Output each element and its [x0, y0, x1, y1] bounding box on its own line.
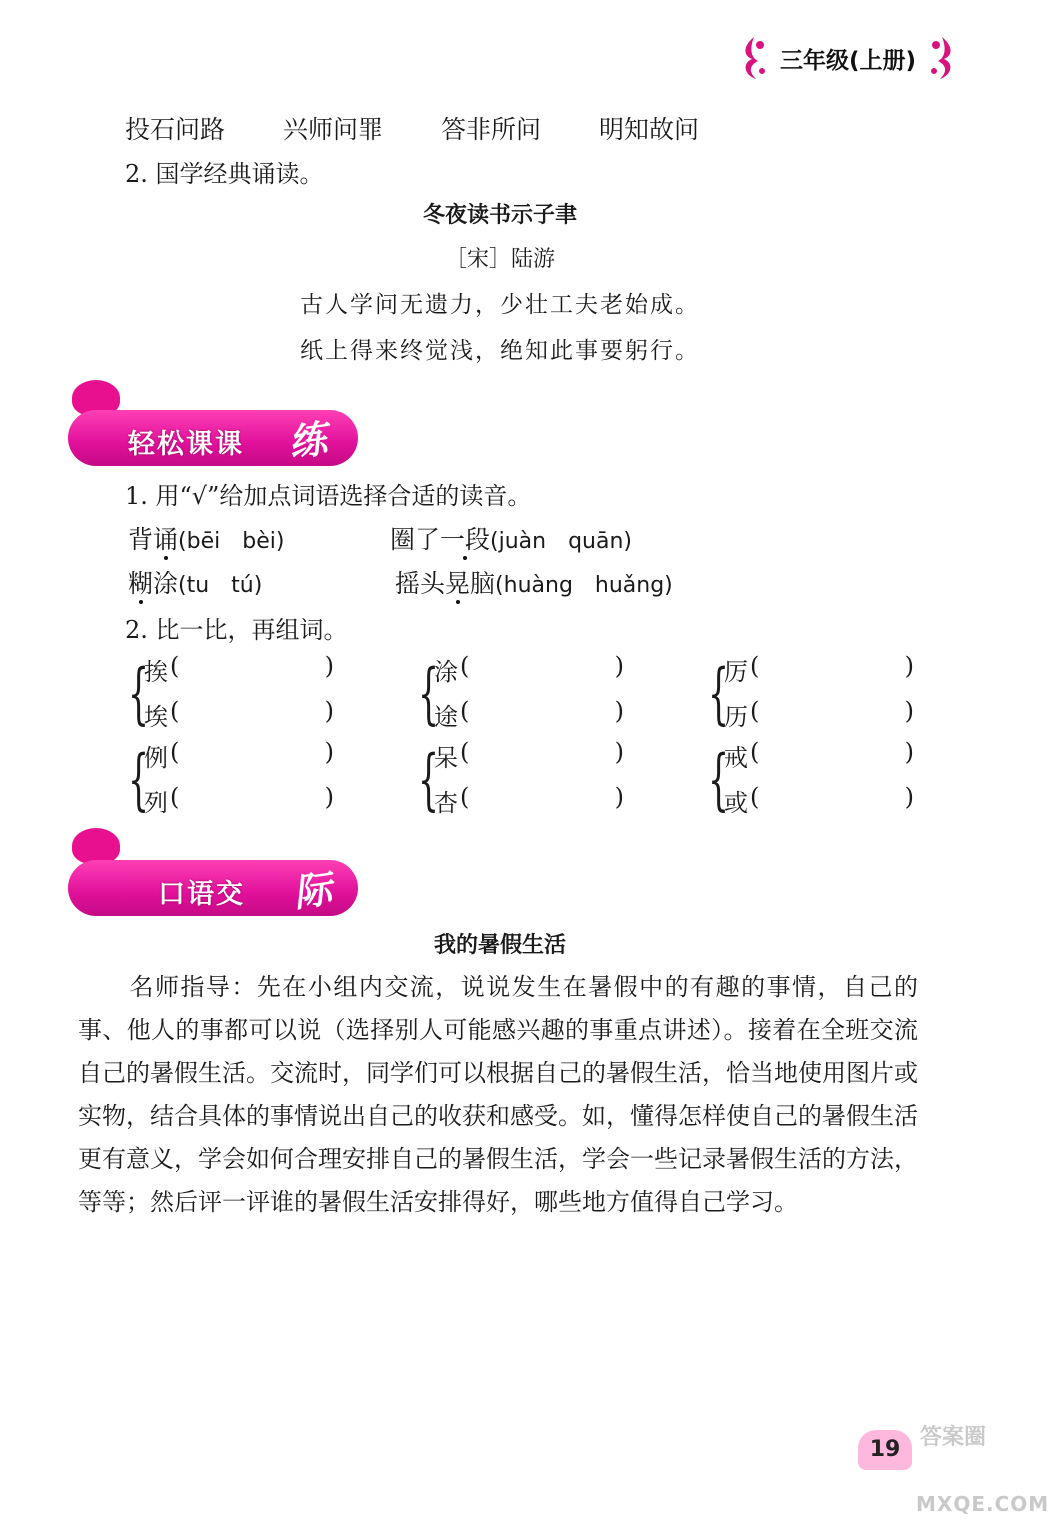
char-pair-row: 涂 ( ) — [434, 652, 624, 686]
q1-item — [128, 566, 262, 604]
page-number: 19 — [858, 1430, 912, 1470]
banner-title: 轻松课课 — [128, 429, 244, 460]
q1-prompt: 1. 用“√”给加点词语选择合适的读音。 — [125, 482, 532, 510]
brace-icon: { — [128, 741, 149, 818]
char-pair-row: 呆 ( ) — [434, 738, 624, 772]
watermark-url: MXQE.COM — [916, 1492, 1049, 1516]
grade-header — [736, 30, 960, 86]
poem-line: 纸上得来终觉浅，绝知此事要躬行。 — [300, 338, 700, 364]
banner-deco-text: 练 — [285, 416, 330, 466]
q1-word: 圈了一 — [390, 525, 466, 554]
q2-prompt: 2. 比一比，再组词。 — [125, 616, 348, 644]
poem-author: ［宋］陆游 — [444, 247, 555, 272]
oral-paragraph — [78, 966, 918, 1224]
char-pair — [708, 738, 918, 828]
section-banner-oral — [68, 828, 368, 918]
brace-icon: { — [418, 741, 439, 818]
q1-item — [390, 522, 632, 560]
brace-icon: { — [418, 655, 439, 732]
q1-item — [395, 566, 673, 604]
q1-dotted-char: 晃 — [445, 569, 471, 598]
char-pair-row: 埃 ( ) — [144, 697, 334, 731]
idiom-list — [125, 110, 699, 146]
q1-dotted-char: 诵 — [153, 525, 179, 554]
brace-icon: { — [128, 655, 149, 732]
char-pair — [708, 652, 918, 742]
char-pair — [418, 738, 628, 828]
q1-pinyin-options: (juàn quān) — [490, 529, 633, 554]
brace-icon: { — [708, 741, 729, 818]
q1-pinyin-options: (tu tú) — [178, 573, 263, 598]
flourish-right-icon — [924, 33, 960, 83]
char-pair-row: 例 ( ) — [144, 738, 334, 772]
q1-word: 脑 — [470, 569, 496, 598]
q1-word: 背 — [128, 525, 154, 554]
char-pair — [418, 652, 628, 742]
char-pair-row: 厉 ( ) — [724, 652, 914, 686]
char-pair-row: 列 ( ) — [144, 783, 334, 817]
watermark-logo: 答案圈 — [920, 1425, 987, 1450]
char-pair-row: 或 ( ) — [724, 783, 914, 817]
idiom-item: 投石问路 — [125, 115, 226, 144]
idiom-item: 明知故问 — [599, 115, 700, 144]
q1-word: 摇头 — [395, 569, 446, 598]
grade-label: 三年级(上册) — [779, 47, 916, 74]
reading-heading: 2. 国学经典诵读。 — [125, 160, 324, 188]
oral-title: 我的暑假生活 — [433, 933, 566, 958]
char-pair — [128, 652, 338, 742]
cartoon-girl-icon — [72, 828, 120, 864]
char-pair-row: 戒 ( ) — [724, 738, 914, 772]
banner-title: 口语交 — [158, 879, 245, 910]
char-pair — [128, 738, 338, 828]
idiom-item: 答非所问 — [441, 115, 542, 144]
q1-item — [128, 522, 284, 560]
q1-pinyin-options: (bēi bèi) — [178, 529, 285, 554]
q1-word: 涂 — [153, 569, 179, 598]
q1-dotted-char: 糊 — [128, 569, 154, 598]
section-banner-practice — [68, 380, 368, 470]
idiom-item: 兴师问罪 — [283, 115, 384, 144]
poem-title: 冬夜读书示子聿 — [422, 203, 577, 228]
char-pair-row: 历 ( ) — [724, 697, 914, 731]
char-pair-row: 挨 ( ) — [144, 652, 334, 686]
poem-line: 古人学问无遗力，少壮工夫老始成。 — [300, 292, 700, 318]
banner-deco-text: 际 — [290, 866, 335, 916]
q1-pinyin-options: (huàng huǎng) — [495, 573, 673, 598]
char-pair-row: 杏 ( ) — [434, 783, 624, 817]
oral-paragraph-text: 名师指导：先在小组内交流，说说发生在暑假中的有趣的事情，自己的事、他人的事都可以说（选择别人可能感兴趣的事重点讲述）。接着在全班交流自己的暑假生活。交流时，同学们可以根据自己的暑假生活，恰当地使用图片或实物，结合具体的事情说出自己的收获和感受。如，懂得怎样使自己的暑假生活更有意义，学会如何合理安排自己的暑假生活，学会一些记录暑假生活的方法，等等；然后评一评谁的暑假生活安排得好，哪些地方值得自己学习。 — [78, 973, 918, 1216]
q1-word: 段 — [465, 525, 491, 554]
flourish-left-icon — [736, 33, 772, 83]
char-pair-row: 途 ( ) — [434, 697, 624, 731]
brace-icon: { — [708, 655, 729, 732]
